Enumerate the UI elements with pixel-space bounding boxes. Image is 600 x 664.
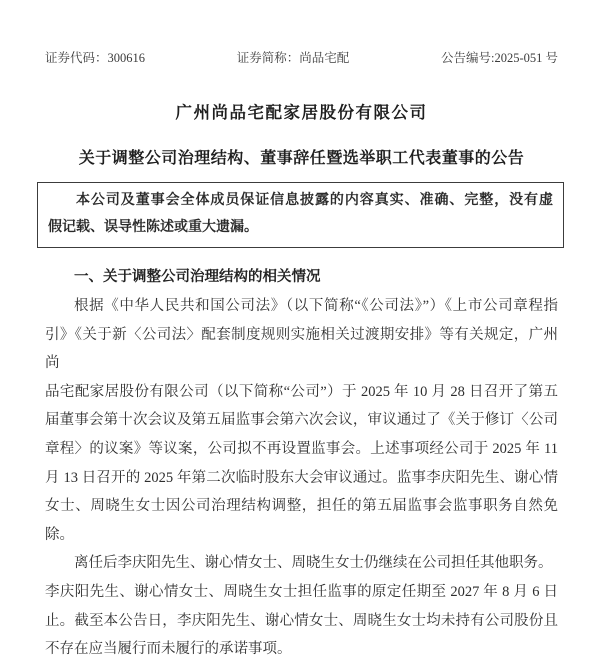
stock-code: 证券代码：300616 — [45, 51, 146, 65]
body-line: 李庆阳先生、谢心情女士、周晓生女士担任监事的原定任期至 2027 年 8 月 6 日 — [45, 583, 558, 600]
body-line: 根据《中华人民共和国公司法》（以下简称“《公司法》”）《上市公司章程指 — [74, 298, 558, 314]
body-line: 女士、周晓生女士因公司治理结构调整，担任的第五届监事会监事职务自然免除。 — [45, 498, 558, 543]
body-line: 离任后李庆阳先生、谢心情女士、周晓生女士仍继续在公司担任其他职务。 — [74, 555, 553, 572]
body-line: 引》《关于新〈公司法〉配套制度规则实施相关过渡期安排》等有关规定，广州尚 — [45, 326, 558, 372]
body-line: 章程〉的议案》等议案，公司拟不再设置监事会。上述事项经公司于 2025 年 11 — [45, 440, 558, 457]
document-header — [45, 50, 558, 66]
body-line: 届董事会第十次会议及第五届监事会第六次会议，审议通过了《关于修订〈公司 — [45, 412, 558, 429]
body-line: 月 13 日召开的 2025 年第二次临时股东大会审议通过。监事李庆阳先生、谢心情 — [45, 469, 558, 486]
announcement-number: 公告编号:2025-051 号 — [440, 51, 558, 65]
disclaimer-box — [37, 182, 564, 248]
body-line: 止。截至本公告日，李庆阳先生、谢心情女士、周晓生女士均未持有公司股份且 — [45, 612, 558, 629]
document-title: 关于调整公司治理结构、董事辞任暨选举职工代表董事的公告 — [78, 150, 525, 167]
company-name: 广州尚品宅配家居股份有限公司 — [175, 103, 428, 122]
section-heading: 一、关于调整公司治理结构的相关情况 — [74, 269, 321, 285]
stock-name: 证券简称：尚品宅配 — [236, 51, 350, 65]
body-line: 不存在应当履行而未履行的承诺事项。 — [45, 641, 292, 658]
disclaimer-line: 假记载、误导性陈述或重大遗漏。 — [48, 220, 258, 235]
body-text — [45, 292, 558, 664]
disclaimer-line: 本公司及董事会全体成员保证信息披露的内容真实、准确、完整，没有虚 — [76, 193, 553, 208]
body-line: 品宅配家居股份有限公司（以下简称“公司”）于 2025 年 10 月 28 日召开了第五 — [45, 383, 558, 400]
